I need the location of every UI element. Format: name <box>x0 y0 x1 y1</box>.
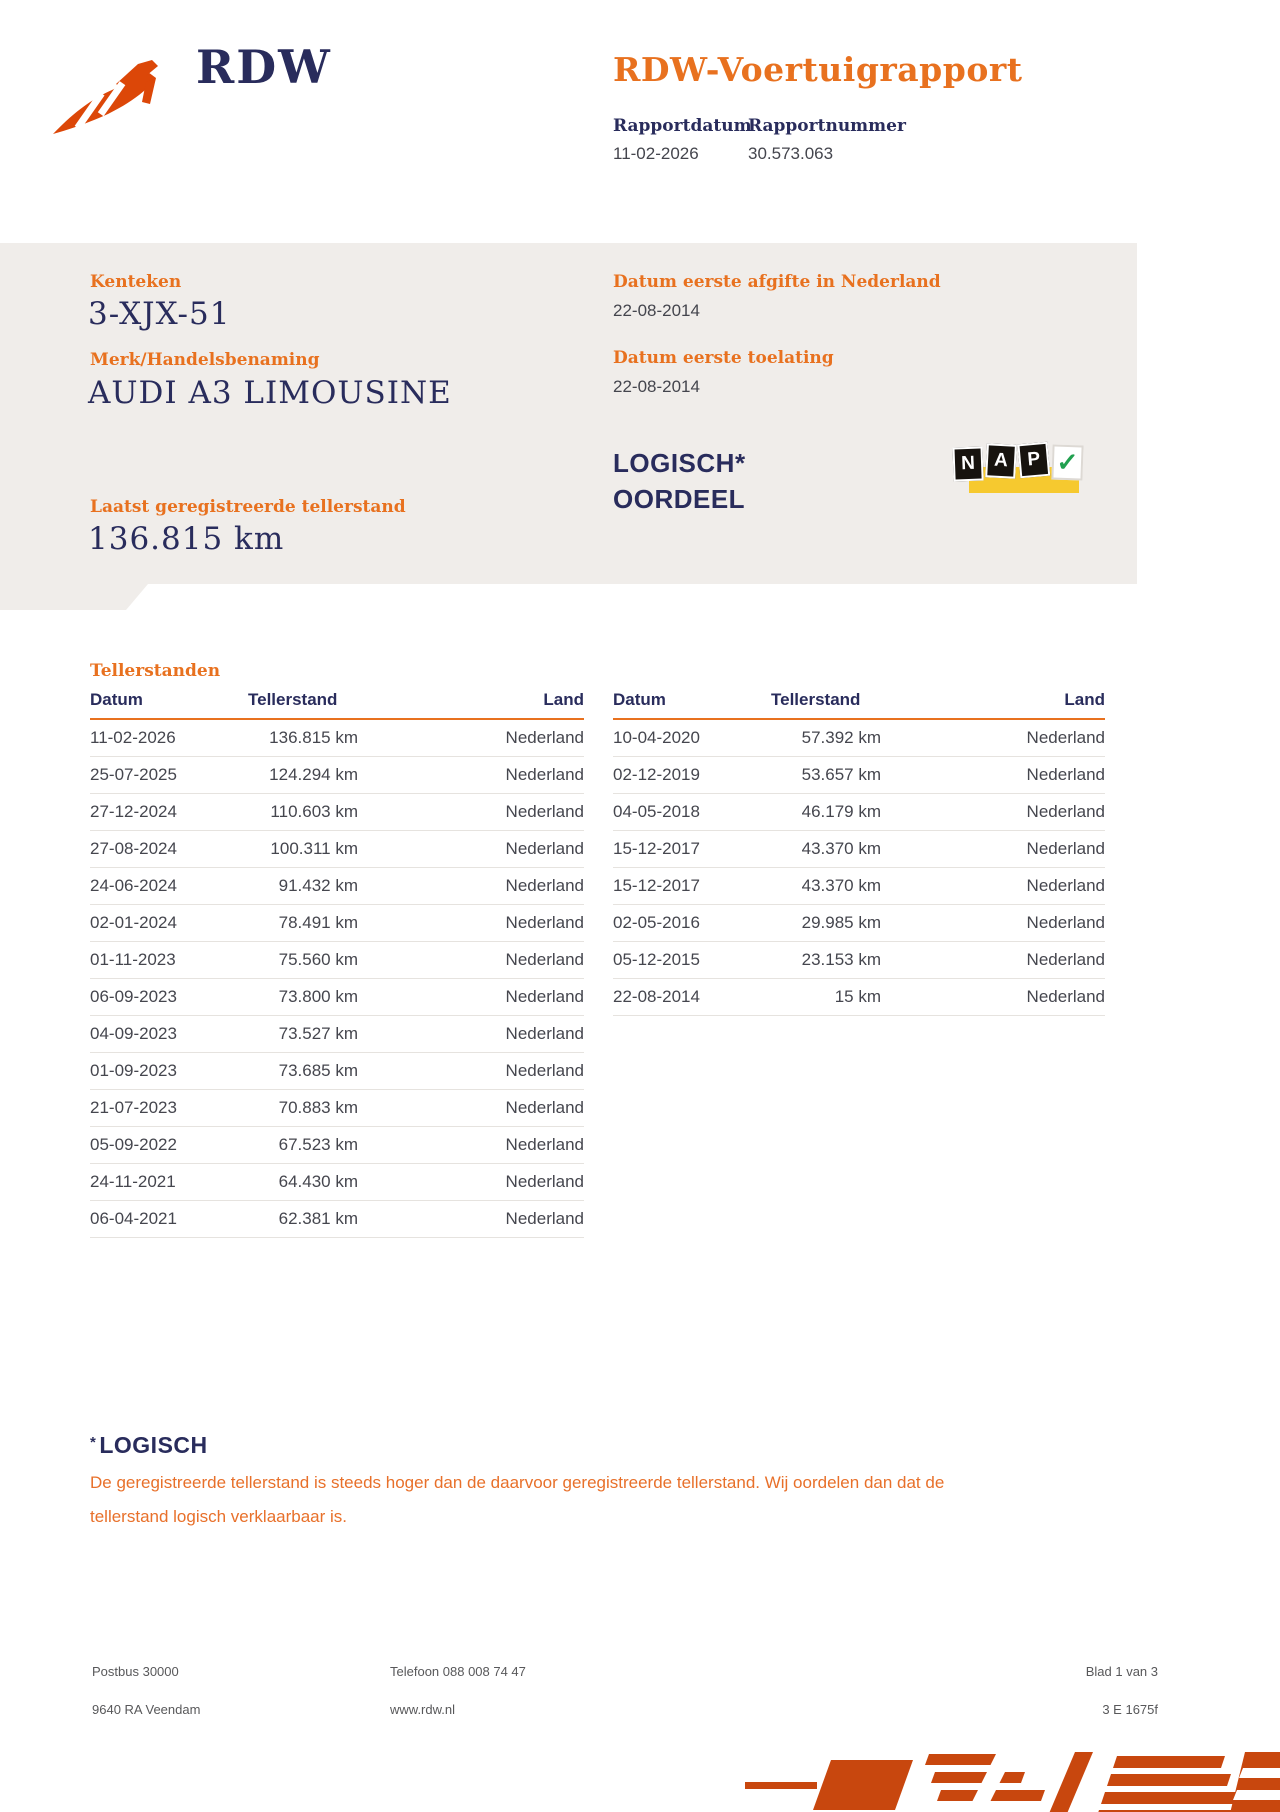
table-header-row <box>613 690 1105 719</box>
cell-datum: 05-09-2022 <box>90 1127 248 1164</box>
cell-land: Nederland <box>358 757 584 794</box>
cell-datum: 27-12-2024 <box>90 794 248 831</box>
table-row <box>90 979 584 1016</box>
table-row <box>613 719 1105 757</box>
cell-land: Nederland <box>881 831 1105 868</box>
toelating-value: 22-08-2014 <box>613 377 700 396</box>
cell-tellerstand: 73.800 km <box>248 979 358 1016</box>
kenteken-label: Kenteken <box>90 272 182 292</box>
oordeel-line2: OORDEEL <box>613 484 746 514</box>
cell-land: Nederland <box>358 905 584 942</box>
cell-tellerstand: 70.883 km <box>248 1090 358 1127</box>
cell-datum: 04-05-2018 <box>613 794 771 831</box>
nap-letter-p: P <box>1017 442 1050 478</box>
footer-phone: Telefoon 088 008 74 47 <box>390 1664 526 1679</box>
cell-tellerstand: 43.370 km <box>771 831 881 868</box>
cell-tellerstand: 53.657 km <box>771 757 881 794</box>
cell-datum: 24-06-2024 <box>90 868 248 905</box>
table-row <box>90 868 584 905</box>
table-row <box>90 942 584 979</box>
report-date-label: Rapportdatum <box>613 116 752 136</box>
cell-datum: 06-04-2021 <box>90 1201 248 1238</box>
laatste-tellerstand-value: 136.815 km <box>88 521 285 557</box>
cell-datum: 15-12-2017 <box>613 868 771 905</box>
cell-tellerstand: 124.294 km <box>248 757 358 794</box>
logisch-asterisk: * <box>90 1434 97 1451</box>
cell-land: Nederland <box>358 1127 584 1164</box>
logisch-heading <box>90 1432 208 1459</box>
cell-datum: 25-07-2025 <box>90 757 248 794</box>
nap-logo <box>953 443 1085 499</box>
cell-land: Nederland <box>358 868 584 905</box>
laatste-tellerstand-label: Laatst geregistreerde tellerstand <box>90 497 406 517</box>
page-title: RDW-Voertuigrapport <box>613 50 1023 89</box>
col-header-land: Land <box>358 690 584 719</box>
report-date-value: 11-02-2026 <box>613 144 699 163</box>
kenteken-value: 3-XJX-51 <box>88 296 231 332</box>
cell-land: Nederland <box>358 1053 584 1090</box>
rdw-speed-graphic <box>745 1752 1280 1812</box>
table-row <box>90 1201 584 1238</box>
cell-land: Nederland <box>881 942 1105 979</box>
col-header-tellerstand: Tellerstand <box>248 690 358 719</box>
rdw-wing-logo-icon <box>50 48 178 136</box>
merk-label: Merk/Handelsbenaming <box>90 350 320 370</box>
cell-land: Nederland <box>358 1016 584 1053</box>
oordeel-verdict <box>613 445 746 517</box>
table-row <box>90 757 584 794</box>
cell-datum: 02-01-2024 <box>90 905 248 942</box>
cell-tellerstand: 73.685 km <box>248 1053 358 1090</box>
cell-tellerstand: 57.392 km <box>771 719 881 757</box>
tellerstanden-table-right <box>613 690 1105 1016</box>
cell-land: Nederland <box>358 1164 584 1201</box>
cell-datum: 24-11-2021 <box>90 1164 248 1201</box>
nap-checkmark-icon: ✓ <box>1051 444 1083 480</box>
footer-address-line1: Postbus 30000 <box>92 1664 179 1679</box>
cell-datum: 02-05-2016 <box>613 905 771 942</box>
table-row <box>613 794 1105 831</box>
cell-land: Nederland <box>881 719 1105 757</box>
table-row <box>90 719 584 757</box>
cell-datum: 06-09-2023 <box>90 979 248 1016</box>
cell-land: Nederland <box>881 905 1105 942</box>
table-row <box>90 1164 584 1201</box>
cell-tellerstand: 73.527 km <box>248 1016 358 1053</box>
cell-datum: 11-02-2026 <box>90 719 248 757</box>
toelating-label: Datum eerste toelating <box>613 348 834 368</box>
cell-tellerstand: 75.560 km <box>248 942 358 979</box>
cell-datum: 01-09-2023 <box>90 1053 248 1090</box>
table-row <box>613 979 1105 1016</box>
cell-tellerstand: 110.603 km <box>248 794 358 831</box>
col-header-datum: Datum <box>90 690 248 719</box>
table-row <box>613 942 1105 979</box>
cell-land: Nederland <box>358 1090 584 1127</box>
cell-land: Nederland <box>881 794 1105 831</box>
rdw-wordmark: RDW <box>196 40 332 94</box>
table-row <box>90 1053 584 1090</box>
cell-land: Nederland <box>358 719 584 757</box>
cell-tellerstand: 46.179 km <box>771 794 881 831</box>
table-row <box>613 905 1105 942</box>
cell-tellerstand: 23.153 km <box>771 942 881 979</box>
tellerstanden-title: Tellerstanden <box>90 661 221 681</box>
table-header-row <box>90 690 584 719</box>
cell-land: Nederland <box>881 868 1105 905</box>
cell-tellerstand: 15 km <box>771 979 881 1016</box>
report-number-value: 30.573.063 <box>748 144 834 163</box>
tellerstanden-table-left <box>90 690 584 1238</box>
cell-land: Nederland <box>358 794 584 831</box>
table-row <box>90 1090 584 1127</box>
cell-datum: 05-12-2015 <box>613 942 771 979</box>
cell-tellerstand: 29.985 km <box>771 905 881 942</box>
table-row <box>613 757 1105 794</box>
col-header-tellerstand: Tellerstand <box>771 690 881 719</box>
cell-land: Nederland <box>358 979 584 1016</box>
footer-address-line2: 9640 RA Veendam <box>92 1702 201 1717</box>
cell-datum: 15-12-2017 <box>613 831 771 868</box>
logisch-explanation-line2: tellerstand logisch verklaarbaar is. <box>90 1507 348 1526</box>
table-row <box>90 794 584 831</box>
col-header-land: Land <box>881 690 1105 719</box>
cell-datum: 27-08-2024 <box>90 831 248 868</box>
footer-form-code: 3 E 1675f <box>1102 1702 1158 1717</box>
cell-tellerstand: 67.523 km <box>248 1127 358 1164</box>
table-row <box>613 868 1105 905</box>
cell-tellerstand: 136.815 km <box>248 719 358 757</box>
cell-land: Nederland <box>358 831 584 868</box>
cell-tellerstand: 91.432 km <box>248 868 358 905</box>
afgifte-label: Datum eerste afgifte in Nederland <box>613 272 941 292</box>
table-row <box>90 1016 584 1053</box>
footer-website: www.rdw.nl <box>390 1702 456 1717</box>
cell-datum: 10-04-2020 <box>613 719 771 757</box>
logisch-explanation-line1: De geregistreerde tellerstand is steeds hoger dan de daarvoor geregistreerde tellerstand. Wij oordelen dan dat de <box>90 1473 945 1492</box>
cell-datum: 02-12-2019 <box>613 757 771 794</box>
cell-land: Nederland <box>358 942 584 979</box>
table-row <box>90 905 584 942</box>
footer-page-number: Blad 1 van 3 <box>1085 1664 1158 1679</box>
cell-tellerstand: 100.311 km <box>248 831 358 868</box>
cell-datum: 22-08-2014 <box>613 979 771 1016</box>
oordeel-line1: LOGISCH* <box>613 448 746 478</box>
merk-value: AUDI A3 LIMOUSINE <box>88 375 452 411</box>
cell-land: Nederland <box>881 757 1105 794</box>
cell-land: Nederland <box>881 979 1105 1016</box>
cell-tellerstand: 62.381 km <box>248 1201 358 1238</box>
cell-land: Nederland <box>358 1201 584 1238</box>
col-header-datum: Datum <box>613 690 771 719</box>
nap-letter-n: N <box>952 446 983 481</box>
table-row <box>90 1127 584 1164</box>
logisch-heading-text: LOGISCH <box>99 1432 208 1458</box>
cell-datum: 21-07-2023 <box>90 1090 248 1127</box>
table-row <box>90 831 584 868</box>
table-row <box>613 831 1105 868</box>
afgifte-value: 22-08-2014 <box>613 301 700 320</box>
cell-datum: 04-09-2023 <box>90 1016 248 1053</box>
nap-letter-a: A <box>985 443 1017 479</box>
cell-tellerstand: 43.370 km <box>771 868 881 905</box>
report-number-label: Rapportnummer <box>748 116 906 136</box>
logisch-explanation <box>90 1466 1100 1534</box>
cell-datum: 01-11-2023 <box>90 942 248 979</box>
cell-tellerstand: 64.430 km <box>248 1164 358 1201</box>
cell-tellerstand: 78.491 km <box>248 905 358 942</box>
